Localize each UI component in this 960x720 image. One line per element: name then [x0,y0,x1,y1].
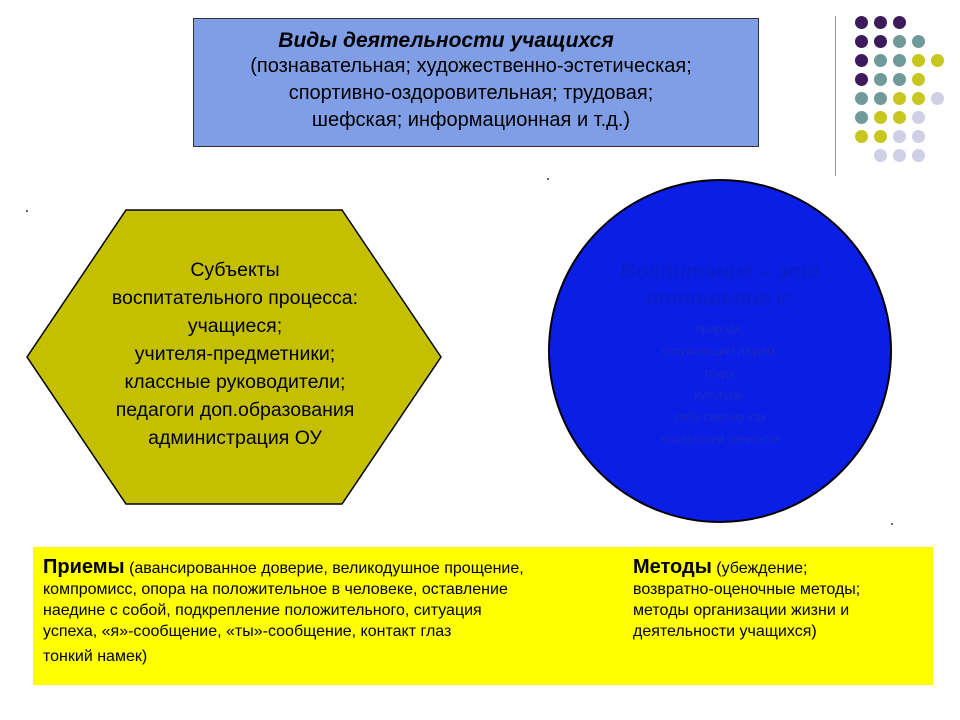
decor-dot [931,92,944,105]
decor-dot [893,16,906,29]
decor-dot [874,16,887,29]
decor-dot [855,92,868,105]
techniques-column [43,557,623,667]
upbringing-title [585,258,855,312]
decor-dot [912,92,925,105]
decor-dot [874,54,887,67]
upbringing-title-line-1: Воспитание – это [620,260,820,283]
techniques-line-5: тонкий намек) [43,648,148,665]
upbringing-title-line-2: отношение к: [645,287,795,310]
decor-dot [855,54,868,67]
decor-dot [855,130,868,143]
decor-dot [874,73,887,86]
upbringing-item: культуре, [694,388,746,402]
methods-line-4: деятельности учащихся) [633,623,817,640]
subjects-line-4: учителя-предметники; [134,343,336,365]
decor-dots [850,14,950,164]
subjects-text [70,256,400,452]
decor-dot [874,111,887,124]
upbringing-item: себе самому как [673,410,767,424]
decor-dot [874,130,887,143]
decor-dot [855,73,868,86]
decor-speck [26,210,28,212]
methods-line-2: возвратно-оценочные методы; [633,581,861,598]
decor-dot [893,111,906,124]
upbringing-item: труду, [703,366,737,380]
techniques-line-4: успеха, «я»-сообщение, «ты»-сообщение, контакт глаз [43,623,452,640]
upbringing-item: окружающим людям, [661,344,779,358]
methods-column [633,557,923,642]
decor-dot [893,73,906,86]
decor-dot [893,130,906,143]
decor-dot [912,73,925,86]
decor-dot [874,35,887,48]
decor-dot [874,92,887,105]
methods-heading: Методы [633,556,712,578]
decor-dot [893,54,906,67]
decor-dot [874,149,887,162]
subjects-line-1: Субъекты [190,259,280,281]
methods-line-1: (убеждение; [716,560,808,577]
decor-dot [912,35,925,48]
decor-dot [893,92,906,105]
activities-title: Виды деятельности учащихся [278,29,614,52]
decor-speck [891,523,893,525]
activities-line-1: (познавательная; художественно-эстетическая; [250,55,692,77]
upbringing-item: наивысшей ценности [660,432,780,446]
subjects-line-2: воспитательного процесса: [111,287,359,309]
decor-dot [893,149,906,162]
decor-dot [893,35,906,48]
upbringing-items [585,318,855,450]
subjects-line-6: педагоги доп.образования [115,399,355,421]
techniques-heading: Приемы [43,556,125,578]
techniques-line-3: наедине с собой, подкрепление положительного, ситуация [43,602,482,619]
activities-line-3: шефская; информационная и т.д.) [311,109,631,131]
activities-box [193,18,759,147]
subjects-line-5: классные руководители; [124,371,346,393]
subjects-line-3: учащиеся; [187,315,283,337]
decor-dot [855,111,868,124]
decor-dot [855,35,868,48]
techniques-line-2: компромисс, опора на положительное в человеке, оставление [43,581,508,598]
techniques-methods-box [33,547,933,685]
techniques-line-1: (авансированное доверие, великодушное прощение, [129,560,524,577]
decor-dot [912,149,925,162]
decor-dot [912,130,925,143]
subjects-line-7: администрация ОУ [148,427,322,449]
decor-dot [931,54,944,67]
decor-dot [855,16,868,29]
decor-speck [547,178,549,180]
activities-line-2: спортивно-оздоровительная; трудовая; [288,82,654,104]
methods-line-3: методы организации жизни и [633,602,850,619]
upbringing-item: природе, [695,322,745,336]
decor-dot [912,111,925,124]
decor-divider [835,16,836,176]
decor-dot [912,54,925,67]
